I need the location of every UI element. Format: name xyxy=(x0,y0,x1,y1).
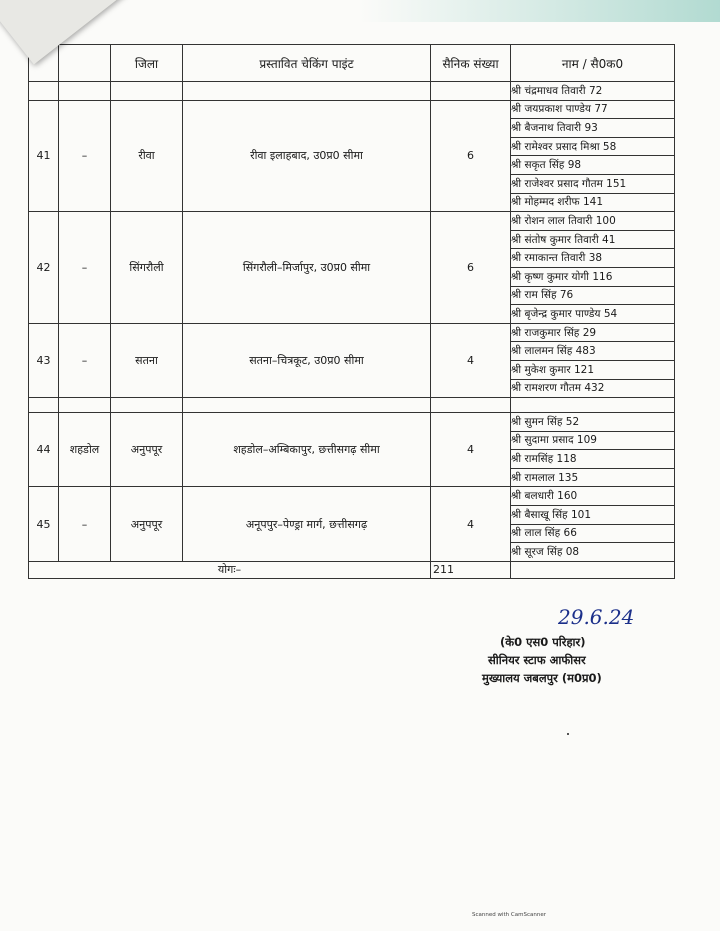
count-cell: 4 xyxy=(431,413,511,487)
spacer-row xyxy=(29,398,675,413)
scan-edge-tint xyxy=(360,0,720,22)
signatory-office: मुख्यालय जबलपुर (म0प्र0) xyxy=(482,671,602,685)
zone-cell: – xyxy=(59,212,111,324)
district-cell: रीवा xyxy=(111,100,183,212)
scanner-footer: Scanned with CamScanner xyxy=(472,912,546,918)
name-cell: श्री संतोष कुमार तिवारी 41 xyxy=(511,230,675,249)
table-row xyxy=(29,413,675,432)
total-value: 211 xyxy=(431,561,511,578)
header-zone xyxy=(59,45,111,82)
checkpoint-cell: अनूपपुर–पेण्ड्रा मार्ग, छत्तीसगढ़ xyxy=(183,487,431,561)
table-row xyxy=(29,100,675,119)
table-row xyxy=(29,487,675,506)
name-cell: श्री सुमन सिंह 52 xyxy=(511,413,675,432)
zone-cell: – xyxy=(59,323,111,397)
name-cell: श्री मोहम्मद शरीफ 141 xyxy=(511,193,675,212)
header-names: नाम / सै0क0 xyxy=(511,45,675,82)
sno-cell: 42 xyxy=(29,212,59,324)
name-cell: श्री लालमन सिंह 483 xyxy=(511,342,675,361)
name-cell: श्री रामलाल 135 xyxy=(511,468,675,487)
name-cell: श्री सुदामा प्रसाद 109 xyxy=(511,431,675,450)
name-cell: श्री बृजेन्द्र कुमार पाण्डेय 54 xyxy=(511,305,675,324)
signatory-name: (के0 एस0 परिहार) xyxy=(500,635,586,649)
sno-cell: 44 xyxy=(29,413,59,487)
table-row xyxy=(29,323,675,342)
checkpoint-cell: रीवा इलाहबाद, उ0प्र0 सीमा xyxy=(183,100,431,212)
table-row xyxy=(29,82,675,101)
name-cell: श्री रामशरण गौतम 432 xyxy=(511,379,675,398)
checkpoint-cell: शहडोल–अम्बिकापुर, छत्तीसगढ़ सीमा xyxy=(183,413,431,487)
name-cell: श्री चंद्रमाधव तिवारी 72 xyxy=(511,82,675,101)
name-cell: श्री सकृत सिंह 98 xyxy=(511,156,675,175)
checkpoint-table xyxy=(28,44,675,579)
district-cell: अनुपपूर xyxy=(111,413,183,487)
checkpoint-cell: सतना–चित्रकूट, उ0प्र0 सीमा xyxy=(183,323,431,397)
district-cell: अनुपपूर xyxy=(111,487,183,561)
name-cell: श्री राजेश्वर प्रसाद गौतम 151 xyxy=(511,174,675,193)
name-cell: श्री रामसिंह 118 xyxy=(511,450,675,469)
district-cell: सतना xyxy=(111,323,183,397)
name-cell: श्री बैसाखू सिंह 101 xyxy=(511,506,675,525)
name-cell: श्री सूरज सिंह 08 xyxy=(511,543,675,562)
name-cell: श्री बैजनाथ तिवारी 93 xyxy=(511,119,675,138)
sno-cell: 41 xyxy=(29,100,59,212)
district-cell: सिंगरौली xyxy=(111,212,183,324)
name-cell: श्री राम सिंह 76 xyxy=(511,286,675,305)
name-cell: श्री लाल सिंह 66 xyxy=(511,524,675,543)
name-cell: श्री रामेश्वर प्रसाद मिश्रा 58 xyxy=(511,137,675,156)
name-cell: श्री मुकेश कुमार 121 xyxy=(511,360,675,379)
signature-block xyxy=(482,605,688,687)
signature-date: 29.6.24 xyxy=(558,605,635,629)
table-header-row xyxy=(29,45,675,82)
table-row xyxy=(29,212,675,231)
count-cell: 6 xyxy=(431,100,511,212)
count-cell: 4 xyxy=(431,323,511,397)
header-checkpoint: प्रस्तावित चेकिंग पाइंट xyxy=(183,45,431,82)
signatory-designation: सीनियर स्टाफ आफीसर xyxy=(488,653,586,667)
count-cell: 6 xyxy=(431,212,511,324)
name-cell: श्री रमाकान्त तिवारी 38 xyxy=(511,249,675,268)
name-cell: श्री राजकुमार सिंह 29 xyxy=(511,323,675,342)
name-cell: श्री रोशन लाल तिवारी 100 xyxy=(511,212,675,231)
count-cell: 4 xyxy=(431,487,511,561)
zone-cell: – xyxy=(59,487,111,561)
sno-cell: 43 xyxy=(29,323,59,397)
sno-cell: 45 xyxy=(29,487,59,561)
zone-cell: – xyxy=(59,100,111,212)
total-row xyxy=(29,561,675,578)
table-body xyxy=(29,82,675,579)
total-label: योगः– xyxy=(29,561,431,578)
name-cell: श्री जयप्रकाश पाण्डेय 77 xyxy=(511,100,675,119)
header-count: सैनिक संख्या xyxy=(431,45,511,82)
name-cell: श्री कृष्ण कुमार योगी 116 xyxy=(511,267,675,286)
zone-cell: शहडोल xyxy=(59,413,111,487)
header-district: जिला xyxy=(111,45,183,82)
name-cell: श्री बलधारी 160 xyxy=(511,487,675,506)
checkpoint-cell: सिंगरौली–मिर्जापुर, उ0प्र0 सीमा xyxy=(183,212,431,324)
scan-speck xyxy=(567,733,569,735)
